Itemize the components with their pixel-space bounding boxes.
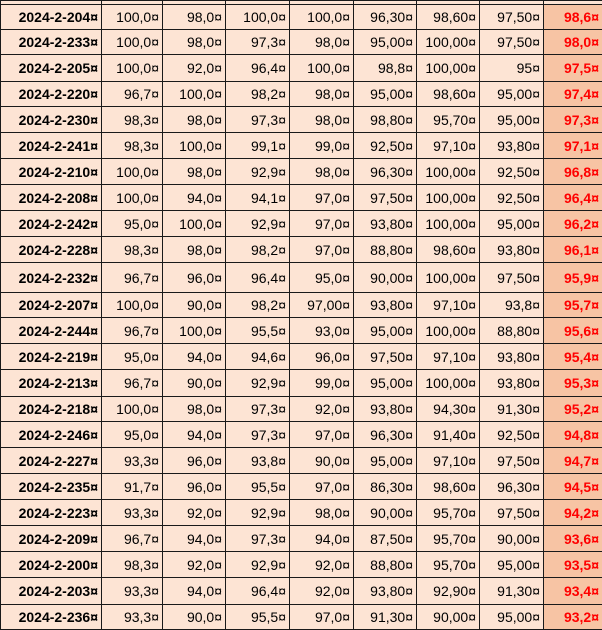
score-cell[interactable]: 95,0¤ (102, 344, 163, 370)
table-row (1, 82, 602, 107)
score-cell[interactable]: 96,0¤ (163, 474, 226, 500)
score-cell[interactable]: 96,7¤ (102, 263, 163, 293)
score-cell[interactable]: 92,50¤ (480, 159, 544, 185)
score-cell[interactable]: 93,3¤ (102, 605, 163, 630)
score-cell[interactable]: 95,00¤ (480, 107, 544, 133)
score-cell[interactable]: 96,7¤ (102, 318, 163, 344)
score-cell[interactable]: 93,3¤ (102, 500, 163, 526)
score-cell[interactable]: 96,7¤ (102, 82, 163, 107)
average-cell[interactable]: 97,1¤ (544, 133, 602, 159)
table-row (1, 552, 602, 578)
score-cell[interactable]: 98,0¤ (163, 397, 226, 422)
table-row (1, 397, 602, 422)
score-cell[interactable]: 98,0¤ (163, 237, 226, 263)
score-cell[interactable]: 95,00¤ (480, 552, 544, 578)
score-cell[interactable]: 90,00¤ (480, 526, 544, 552)
score-cell[interactable]: 97,3¤ (226, 30, 290, 55)
score-cell[interactable]: 98,8¤ (354, 55, 417, 82)
row-id-cell[interactable]: 2024-2-209¤ (1, 526, 102, 552)
table-row (1, 30, 602, 55)
score-cell[interactable]: 98,0¤ (163, 5, 226, 30)
score-cell[interactable]: 100,00¤ (417, 211, 480, 237)
score-cell[interactable]: 98,3¤ (102, 107, 163, 133)
score-cell[interactable]: 100,00¤ (417, 185, 480, 211)
score-cell[interactable]: 93,8¤ (480, 293, 544, 318)
table-row (1, 237, 602, 263)
score-cell[interactable]: 100,0¤ (163, 133, 226, 159)
score-cell[interactable]: 100,0¤ (290, 55, 354, 82)
score-cell[interactable]: 95,00¤ (480, 82, 544, 107)
score-cell[interactable]: 91,30¤ (354, 605, 417, 630)
score-cell[interactable]: 92,9¤ (226, 552, 290, 578)
average-cell[interactable]: 95,7¤ (544, 293, 602, 318)
score-cell[interactable]: 98,0¤ (163, 30, 226, 55)
score-cell[interactable]: 98,60¤ (417, 5, 480, 30)
score-cell[interactable]: 87,50¤ (354, 526, 417, 552)
table-row (1, 318, 602, 344)
score-cell[interactable]: 93,3¤ (102, 578, 163, 605)
row-id-cell[interactable]: 2024-2-233¤ (1, 30, 102, 55)
score-cell[interactable]: 90,0¤ (163, 293, 226, 318)
score-cell[interactable]: 97,50¤ (480, 30, 544, 55)
table-row (1, 5, 602, 30)
row-id-cell[interactable]: 2024-2-210¤ (1, 159, 102, 185)
score-cell[interactable]: 98,0¤ (290, 30, 354, 55)
score-cell[interactable]: 97,0¤ (290, 605, 354, 630)
average-cell[interactable]: 95,2¤ (544, 397, 602, 422)
row-id-cell[interactable]: 2024-2-208¤ (1, 185, 102, 211)
score-cell[interactable]: 93,80¤ (354, 293, 417, 318)
score-cell[interactable]: 96,30¤ (354, 159, 417, 185)
score-cell[interactable]: 95,70¤ (417, 552, 480, 578)
table-row (1, 500, 602, 526)
score-cell[interactable]: 99,0¤ (290, 370, 354, 397)
score-cell[interactable]: 90,00¤ (354, 263, 417, 293)
table-row (1, 133, 602, 159)
score-cell[interactable]: 97,10¤ (417, 344, 480, 370)
average-cell[interactable]: 97,5¤ (544, 55, 602, 82)
score-cell[interactable]: 97,3¤ (226, 397, 290, 422)
row-id-cell[interactable]: 2024-2-228¤ (1, 237, 102, 263)
average-cell[interactable]: 93,6¤ (544, 526, 602, 552)
table-row (1, 55, 602, 82)
score-cell[interactable]: 93,80¤ (480, 237, 544, 263)
score-cell[interactable]: 97,00¤ (290, 293, 354, 318)
score-cell[interactable]: 97,0¤ (290, 237, 354, 263)
average-cell[interactable]: 97,3¤ (544, 107, 602, 133)
score-cell[interactable]: 91,30¤ (480, 578, 544, 605)
score-cell[interactable]: 100,00¤ (417, 55, 480, 82)
score-cell[interactable]: 100,00¤ (417, 263, 480, 293)
score-cell[interactable]: 94,30¤ (417, 397, 480, 422)
average-cell[interactable]: 95,3¤ (544, 370, 602, 397)
table-row (1, 293, 602, 318)
score-cell[interactable]: 94,0¤ (163, 578, 226, 605)
score-cell[interactable]: 97,50¤ (354, 185, 417, 211)
score-cell[interactable]: 100,0¤ (102, 30, 163, 55)
score-cell[interactable]: 100,0¤ (163, 82, 226, 107)
row-id-cell[interactable]: 2024-2-236¤ (1, 605, 102, 630)
score-cell[interactable]: 98,0¤ (290, 500, 354, 526)
score-cell[interactable]: 98,3¤ (102, 237, 163, 263)
average-cell[interactable]: 94,5¤ (544, 474, 602, 500)
score-cell[interactable]: 100,00¤ (417, 318, 480, 344)
average-cell[interactable]: 98,6¤ (544, 5, 602, 30)
table-row (1, 185, 602, 211)
score-cell[interactable]: 94,6¤ (226, 344, 290, 370)
score-cell[interactable]: 92,50¤ (480, 185, 544, 211)
score-cell[interactable]: 94,0¤ (163, 344, 226, 370)
row-id-cell[interactable]: 2024-2-244¤ (1, 318, 102, 344)
table-row (1, 159, 602, 185)
row-id-cell[interactable]: 2024-2-230¤ (1, 107, 102, 133)
score-cell[interactable]: 92,0¤ (290, 578, 354, 605)
score-cell[interactable]: 93,80¤ (354, 397, 417, 422)
score-cell[interactable]: 99,1¤ (226, 133, 290, 159)
score-cell[interactable]: 100,0¤ (226, 5, 290, 30)
score-cell[interactable]: 91,40¤ (417, 422, 480, 448)
score-cell[interactable]: 88,80¤ (354, 237, 417, 263)
score-cell[interactable]: 92,90¤ (417, 578, 480, 605)
score-cell[interactable]: 98,2¤ (226, 293, 290, 318)
score-cell[interactable]: 94,0¤ (163, 422, 226, 448)
score-cell[interactable]: 92,0¤ (290, 552, 354, 578)
score-cell[interactable]: 95,00¤ (480, 605, 544, 630)
average-cell[interactable]: 97,4¤ (544, 82, 602, 107)
score-cell[interactable]: 92,0¤ (163, 500, 226, 526)
table-row (1, 211, 602, 237)
average-cell[interactable]: 96,4¤ (544, 185, 602, 211)
score-cell[interactable]: 96,0¤ (163, 263, 226, 293)
score-cell[interactable]: 99,0¤ (290, 133, 354, 159)
score-cell[interactable]: 95,0¤ (102, 422, 163, 448)
score-cell[interactable]: 96,7¤ (102, 370, 163, 397)
score-cell[interactable]: 90,00¤ (354, 500, 417, 526)
score-cell[interactable]: 100,0¤ (102, 185, 163, 211)
table-row (1, 474, 602, 500)
row-id-cell[interactable]: 2024-2-220¤ (1, 82, 102, 107)
score-cell[interactable]: 100,0¤ (163, 211, 226, 237)
row-id-cell[interactable]: 2024-2-218¤ (1, 397, 102, 422)
score-cell[interactable]: 92,50¤ (480, 422, 544, 448)
average-cell[interactable]: 96,8¤ (544, 159, 602, 185)
row-id-cell[interactable]: 2024-2-203¤ (1, 578, 102, 605)
average-cell[interactable]: 93,4¤ (544, 578, 602, 605)
average-cell[interactable]: 98,0¤ (544, 30, 602, 55)
table-row (1, 370, 602, 397)
score-cell[interactable]: 94,0¤ (163, 185, 226, 211)
score-cell[interactable]: 95,70¤ (417, 500, 480, 526)
score-cell[interactable]: 92,9¤ (226, 500, 290, 526)
score-cell[interactable]: 100,0¤ (102, 397, 163, 422)
score-cell[interactable]: 93,8¤ (226, 448, 290, 474)
row-id-cell[interactable]: 2024-2-200¤ (1, 552, 102, 578)
average-cell[interactable]: 94,8¤ (544, 422, 602, 448)
score-cell[interactable]: 95,70¤ (417, 107, 480, 133)
average-cell[interactable]: 93,2¤ (544, 605, 602, 630)
score-cell[interactable]: 95,70¤ (417, 526, 480, 552)
table-row (1, 344, 602, 370)
score-cell[interactable]: 98,0¤ (163, 159, 226, 185)
score-cell[interactable]: 88,80¤ (480, 318, 544, 344)
score-cell[interactable]: 96,7¤ (102, 526, 163, 552)
score-cell[interactable]: 95,0¤ (102, 211, 163, 237)
score-cell[interactable]: 93,3¤ (102, 448, 163, 474)
score-cell[interactable]: 100,00¤ (417, 370, 480, 397)
score-cell[interactable]: 96,4¤ (226, 55, 290, 82)
score-cell[interactable]: 97,0¤ (290, 185, 354, 211)
table-row (1, 448, 602, 474)
score-cell[interactable]: 98,60¤ (417, 82, 480, 107)
score-cell[interactable]: 97,0¤ (290, 474, 354, 500)
score-cell[interactable]: 90,0¤ (163, 370, 226, 397)
score-cell[interactable]: 98,0¤ (290, 159, 354, 185)
row-id-cell[interactable]: 2024-2-213¤ (1, 370, 102, 397)
score-cell[interactable]: 93,0¤ (290, 318, 354, 344)
row-id-cell[interactable]: 2024-2-232¤ (1, 263, 102, 293)
score-cell[interactable]: 97,10¤ (417, 448, 480, 474)
average-cell[interactable]: 96,1¤ (544, 237, 602, 263)
average-cell[interactable]: 94,7¤ (544, 448, 602, 474)
score-cell[interactable]: 97,10¤ (417, 293, 480, 318)
score-cell[interactable]: 92,0¤ (163, 55, 226, 82)
table-body (1, 1, 602, 630)
score-cell[interactable]: 90,00¤ (417, 605, 480, 630)
score-cell[interactable]: 86,30¤ (354, 474, 417, 500)
score-cell[interactable]: 100,0¤ (163, 318, 226, 344)
score-cell[interactable]: 95,00¤ (354, 370, 417, 397)
score-cell[interactable]: 97,50¤ (480, 263, 544, 293)
score-cell[interactable]: 93,80¤ (480, 344, 544, 370)
average-cell[interactable]: 95,4¤ (544, 344, 602, 370)
score-cell[interactable]: 100,00¤ (417, 159, 480, 185)
score-cell[interactable]: 92,9¤ (226, 159, 290, 185)
score-cell[interactable]: 97,50¤ (354, 344, 417, 370)
score-cell[interactable]: 92,50¤ (354, 133, 417, 159)
score-cell[interactable]: 100,0¤ (102, 55, 163, 82)
score-cell[interactable]: 92,0¤ (163, 552, 226, 578)
score-cell[interactable]: 95,00¤ (354, 30, 417, 55)
score-cell[interactable]: 98,2¤ (226, 237, 290, 263)
score-cell[interactable]: 95,5¤ (226, 605, 290, 630)
score-cell[interactable]: 97,3¤ (226, 526, 290, 552)
score-cell[interactable]: 93,80¤ (480, 370, 544, 397)
score-cell[interactable]: 95,00¤ (354, 318, 417, 344)
score-cell[interactable]: 97,50¤ (480, 5, 544, 30)
score-cell[interactable]: 94,0¤ (290, 526, 354, 552)
row-id-cell[interactable]: 2024-2-241¤ (1, 133, 102, 159)
score-cell[interactable]: 96,30¤ (354, 5, 417, 30)
score-cell[interactable]: 96,30¤ (354, 422, 417, 448)
score-cell[interactable]: 96,30¤ (480, 474, 544, 500)
average-cell[interactable]: 96,2¤ (544, 211, 602, 237)
score-cell[interactable]: 95,00¤ (354, 448, 417, 474)
score-cell[interactable]: 94,0¤ (163, 526, 226, 552)
score-cell[interactable]: 98,3¤ (102, 552, 163, 578)
score-cell[interactable]: 96,0¤ (163, 448, 226, 474)
score-cell[interactable]: 93,80¤ (480, 133, 544, 159)
score-cell[interactable]: 98,0¤ (290, 107, 354, 133)
score-cell[interactable]: 88,80¤ (354, 552, 417, 578)
score-cell[interactable]: 98,3¤ (102, 133, 163, 159)
score-cell[interactable]: 96,4¤ (226, 263, 290, 293)
score-cell[interactable]: 91,30¤ (480, 397, 544, 422)
table-row (1, 578, 602, 605)
score-cell[interactable]: 95¤ (480, 55, 544, 82)
average-cell[interactable]: 95,9¤ (544, 263, 602, 293)
score-cell[interactable]: 96,0¤ (290, 344, 354, 370)
table-row (1, 526, 602, 552)
score-cell[interactable]: 92,9¤ (226, 370, 290, 397)
score-cell[interactable]: 100,0¤ (102, 159, 163, 185)
score-cell[interactable]: 96,4¤ (226, 578, 290, 605)
average-cell[interactable]: 94,2¤ (544, 500, 602, 526)
row-id-cell[interactable]: 2024-2-219¤ (1, 344, 102, 370)
score-cell[interactable]: 98,60¤ (417, 474, 480, 500)
row-id-cell[interactable]: 2024-2-223¤ (1, 500, 102, 526)
score-cell[interactable]: 97,0¤ (290, 211, 354, 237)
table-row (1, 107, 602, 133)
score-cell[interactable]: 97,3¤ (226, 107, 290, 133)
score-cell[interactable]: 92,9¤ (226, 211, 290, 237)
row-id-cell[interactable]: 2024-2-204¤ (1, 5, 102, 30)
score-cell[interactable]: 97,50¤ (480, 500, 544, 526)
row-id-cell[interactable]: 2024-2-227¤ (1, 448, 102, 474)
score-cell[interactable]: 95,00¤ (354, 82, 417, 107)
row-id-cell[interactable]: 2024-2-235¤ (1, 474, 102, 500)
score-cell[interactable]: 90,0¤ (163, 605, 226, 630)
score-cell[interactable]: 97,50¤ (480, 448, 544, 474)
score-cell[interactable]: 92,0¤ (290, 397, 354, 422)
average-cell[interactable]: 95,6¤ (544, 318, 602, 344)
row-id-cell[interactable]: 2024-2-242¤ (1, 211, 102, 237)
row-id-cell[interactable]: 2024-2-205¤ (1, 55, 102, 82)
score-cell[interactable]: 100,00¤ (417, 30, 480, 55)
row-id-cell[interactable]: 2024-2-246¤ (1, 422, 102, 448)
score-cell[interactable]: 95,00¤ (480, 211, 544, 237)
score-cell[interactable]: 91,7¤ (102, 474, 163, 500)
table-row (1, 263, 602, 293)
score-cell[interactable]: 97,0¤ (290, 422, 354, 448)
score-cell[interactable]: 98,0¤ (163, 107, 226, 133)
table-row (1, 422, 602, 448)
score-cell[interactable]: 98,0¤ (290, 82, 354, 107)
score-cell[interactable]: 93,80¤ (354, 578, 417, 605)
score-cell[interactable]: 95,5¤ (226, 318, 290, 344)
score-cell[interactable]: 95,5¤ (226, 474, 290, 500)
score-cell[interactable]: 97,10¤ (417, 133, 480, 159)
table-row (1, 605, 602, 630)
score-cell[interactable]: 94,1¤ (226, 185, 290, 211)
score-cell[interactable]: 98,60¤ (417, 237, 480, 263)
score-cell[interactable]: 90,0¤ (290, 448, 354, 474)
score-cell[interactable]: 100,0¤ (102, 293, 163, 318)
score-cell[interactable]: 98,80¤ (354, 107, 417, 133)
score-cell[interactable]: 100,0¤ (290, 5, 354, 30)
average-cell[interactable]: 93,5¤ (544, 552, 602, 578)
score-cell[interactable]: 97,3¤ (226, 422, 290, 448)
row-id-cell[interactable]: 2024-2-207¤ (1, 293, 102, 318)
score-cell[interactable]: 95,0¤ (290, 263, 354, 293)
score-cell[interactable]: 98,2¤ (226, 82, 290, 107)
score-cell[interactable]: 93,80¤ (354, 211, 417, 237)
score-cell[interactable]: 100,0¤ (102, 5, 163, 30)
